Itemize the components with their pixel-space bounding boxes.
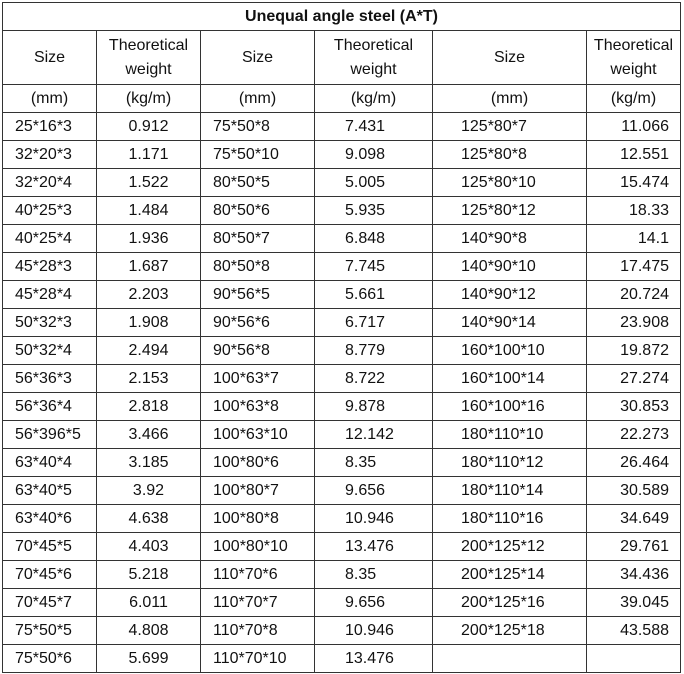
unit-header-size: (mm) (433, 85, 587, 113)
size-cell: 56*36*4 (3, 393, 97, 421)
weight-cell: 2.203 (97, 281, 201, 309)
size-cell: 125*80*12 (433, 197, 587, 225)
column-header-weight: Theoretical weight (315, 31, 433, 85)
weight-cell: 12.142 (315, 421, 433, 449)
weight-cell: 7.431 (315, 113, 433, 141)
weight-cell: 27.274 (587, 365, 681, 393)
size-cell: 80*50*7 (201, 225, 315, 253)
size-cell: 110*70*7 (201, 589, 315, 617)
weight-cell: 10.946 (315, 617, 433, 645)
size-cell: 75*50*10 (201, 141, 315, 169)
column-header-size: Size (201, 31, 315, 85)
table-row (3, 309, 681, 337)
size-cell: 70*45*7 (3, 589, 97, 617)
weight-cell: 6.011 (97, 589, 201, 617)
weight-cell: 2.153 (97, 365, 201, 393)
size-cell: 90*56*5 (201, 281, 315, 309)
size-cell: 75*50*5 (3, 617, 97, 645)
size-cell: 160*100*10 (433, 337, 587, 365)
weight-cell: 1.484 (97, 197, 201, 225)
size-cell: 100*80*8 (201, 505, 315, 533)
unit-header-weight: (kg/m) (315, 85, 433, 113)
size-cell: 180*110*14 (433, 477, 587, 505)
weight-cell: 5.218 (97, 561, 201, 589)
weight-cell: 6.717 (315, 309, 433, 337)
weight-cell: 3.92 (97, 477, 201, 505)
weight-cell: 30.853 (587, 393, 681, 421)
weight-cell: 19.872 (587, 337, 681, 365)
weight-cell: 1.171 (97, 141, 201, 169)
table-row (3, 113, 681, 141)
weight-cell: 4.403 (97, 533, 201, 561)
size-cell: 160*100*14 (433, 365, 587, 393)
size-cell: 200*125*12 (433, 533, 587, 561)
table-row (3, 505, 681, 533)
size-cell: 25*16*3 (3, 113, 97, 141)
size-cell: 140*90*12 (433, 281, 587, 309)
size-cell: 45*28*3 (3, 253, 97, 281)
weight-cell: 5.661 (315, 281, 433, 309)
size-cell: 80*50*8 (201, 253, 315, 281)
unit-header-weight: (kg/m) (97, 85, 201, 113)
size-cell: 100*63*7 (201, 365, 315, 393)
weight-cell: 6.848 (315, 225, 433, 253)
weight-cell: 8.722 (315, 365, 433, 393)
weight-cell: 9.656 (315, 477, 433, 505)
size-cell: 80*50*5 (201, 169, 315, 197)
size-cell: 56*36*3 (3, 365, 97, 393)
weight-cell: 20.724 (587, 281, 681, 309)
size-cell: 70*45*5 (3, 533, 97, 561)
weight-cell: 5.935 (315, 197, 433, 225)
weight-cell: 1.908 (97, 309, 201, 337)
size-cell: 200*125*14 (433, 561, 587, 589)
size-cell: 90*56*8 (201, 337, 315, 365)
weight-cell: 1.522 (97, 169, 201, 197)
weight-cell: 18.33 (587, 197, 681, 225)
weight-cell: 14.1 (587, 225, 681, 253)
size-cell: 100*80*6 (201, 449, 315, 477)
weight-cell: 9.878 (315, 393, 433, 421)
size-cell: 125*80*7 (433, 113, 587, 141)
column-header-size: Size (3, 31, 97, 85)
unit-header-size: (mm) (201, 85, 315, 113)
size-cell: 140*90*14 (433, 309, 587, 337)
size-cell: 180*110*16 (433, 505, 587, 533)
weight-cell: 10.946 (315, 505, 433, 533)
weight-cell: 22.273 (587, 421, 681, 449)
size-cell: 180*110*12 (433, 449, 587, 477)
unequal-angle-steel-table (2, 2, 681, 673)
weight-cell: 5.005 (315, 169, 433, 197)
weight-cell: 4.638 (97, 505, 201, 533)
size-cell: 125*80*8 (433, 141, 587, 169)
weight-cell: 8.35 (315, 561, 433, 589)
weight-cell: 11.066 (587, 113, 681, 141)
weight-cell: 5.699 (97, 645, 201, 673)
size-cell: 50*32*4 (3, 337, 97, 365)
weight-cell: 9.098 (315, 141, 433, 169)
weight-cell: 3.185 (97, 449, 201, 477)
table-row (3, 225, 681, 253)
table-row (3, 141, 681, 169)
table-row (3, 561, 681, 589)
size-cell: 63*40*6 (3, 505, 97, 533)
weight-cell: 17.475 (587, 253, 681, 281)
size-cell: 40*25*3 (3, 197, 97, 225)
table-row (3, 253, 681, 281)
table-row (3, 365, 681, 393)
table-row (3, 617, 681, 645)
weight-cell: 2.818 (97, 393, 201, 421)
weight-cell: 1.936 (97, 225, 201, 253)
weight-cell (587, 645, 681, 673)
weight-cell: 8.35 (315, 449, 433, 477)
weight-cell: 43.588 (587, 617, 681, 645)
weight-cell: 8.779 (315, 337, 433, 365)
size-cell: 70*45*6 (3, 561, 97, 589)
weight-cell: 23.908 (587, 309, 681, 337)
size-cell: 90*56*6 (201, 309, 315, 337)
size-cell: 56*396*5 (3, 421, 97, 449)
weight-cell: 0.912 (97, 113, 201, 141)
size-cell (433, 645, 587, 673)
weight-cell: 15.474 (587, 169, 681, 197)
size-cell: 180*110*10 (433, 421, 587, 449)
size-cell: 110*70*8 (201, 617, 315, 645)
size-cell: 63*40*4 (3, 449, 97, 477)
weight-cell: 34.649 (587, 505, 681, 533)
size-cell: 32*20*3 (3, 141, 97, 169)
size-cell: 200*125*18 (433, 617, 587, 645)
table-row (3, 337, 681, 365)
weight-cell: 39.045 (587, 589, 681, 617)
size-cell: 160*100*16 (433, 393, 587, 421)
table-body (3, 113, 681, 673)
table-row (3, 169, 681, 197)
unit-header-size: (mm) (3, 85, 97, 113)
weight-cell: 13.476 (315, 645, 433, 673)
size-cell: 32*20*4 (3, 169, 97, 197)
table-row (3, 393, 681, 421)
size-cell: 125*80*10 (433, 169, 587, 197)
weight-cell: 12.551 (587, 141, 681, 169)
weight-cell: 26.464 (587, 449, 681, 477)
column-header-weight: Theoretical weight (587, 31, 681, 85)
size-cell: 100*80*10 (201, 533, 315, 561)
weight-cell: 30.589 (587, 477, 681, 505)
size-cell: 45*28*4 (3, 281, 97, 309)
size-cell: 100*63*8 (201, 393, 315, 421)
table-row (3, 477, 681, 505)
table-row (3, 421, 681, 449)
size-cell: 110*70*10 (201, 645, 315, 673)
weight-cell: 34.436 (587, 561, 681, 589)
weight-cell: 29.761 (587, 533, 681, 561)
size-cell: 40*25*4 (3, 225, 97, 253)
size-cell: 200*125*16 (433, 589, 587, 617)
table-title: Unequal angle steel (A*T) (3, 3, 681, 31)
table-row (3, 645, 681, 673)
size-cell: 75*50*6 (3, 645, 97, 673)
size-cell: 100*63*10 (201, 421, 315, 449)
weight-cell: 1.687 (97, 253, 201, 281)
table-row (3, 449, 681, 477)
table-row (3, 197, 681, 225)
unit-header-weight: (kg/m) (587, 85, 681, 113)
weight-cell: 13.476 (315, 533, 433, 561)
table-row (3, 533, 681, 561)
size-cell: 75*50*8 (201, 113, 315, 141)
weight-cell: 2.494 (97, 337, 201, 365)
size-cell: 50*32*3 (3, 309, 97, 337)
table-row (3, 589, 681, 617)
size-cell: 63*40*5 (3, 477, 97, 505)
column-header-size: Size (433, 31, 587, 85)
column-header-weight: Theoretical weight (97, 31, 201, 85)
size-cell: 140*90*8 (433, 225, 587, 253)
weight-cell: 4.808 (97, 617, 201, 645)
size-cell: 110*70*6 (201, 561, 315, 589)
table-row (3, 281, 681, 309)
weight-cell: 7.745 (315, 253, 433, 281)
size-cell: 100*80*7 (201, 477, 315, 505)
size-cell: 80*50*6 (201, 197, 315, 225)
size-cell: 140*90*10 (433, 253, 587, 281)
weight-cell: 9.656 (315, 589, 433, 617)
weight-cell: 3.466 (97, 421, 201, 449)
